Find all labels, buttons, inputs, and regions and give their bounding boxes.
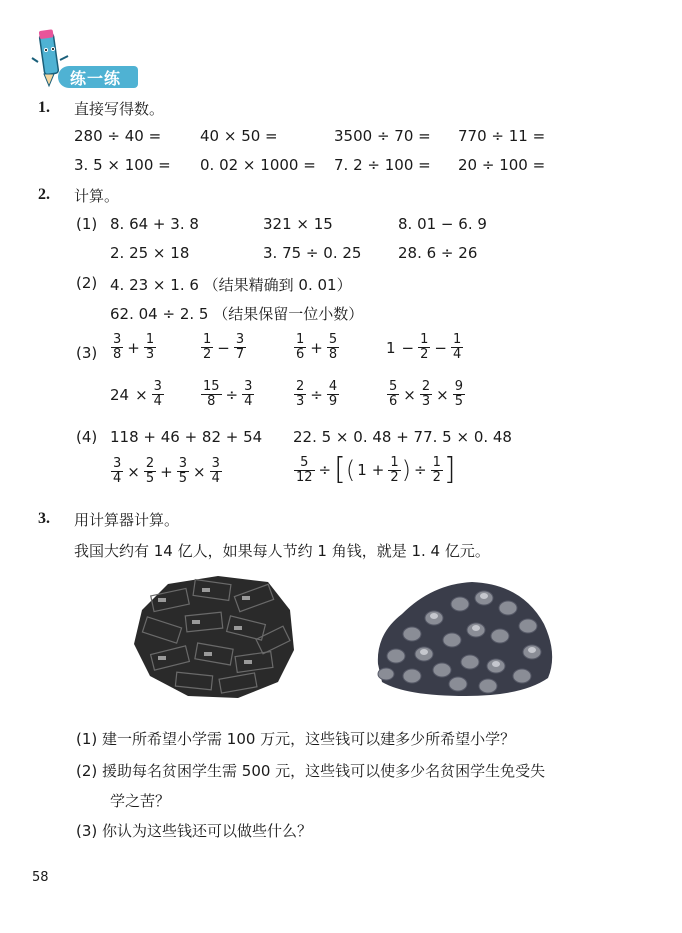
q1-item: 20 ÷ 100 = [458,156,546,174]
q2-fraction-item: $\frac{3}{4}$ × $\frac{2}{5}$ + $\frac{3}{5}$ × $\frac{3}{4}$ [113,456,220,486]
q1-item: 7. 2 ÷ 100 = [334,156,431,174]
coin-pile-image [372,574,558,698]
q3-subquestion: (1) 建一所希望小学需 100 万元，这些钱可以建多少所希望小学？ [76,730,516,748]
q2-fraction-item: 1 − $\frac{1}{2}$ − $\frac{1}{4}$ [386,332,462,362]
q2-item: 22. 5 × 0. 48 + 77. 5 × 0. 48 [293,428,512,446]
q2-part2-label: (2) [76,274,98,292]
banknote-pile-image [128,570,298,702]
page-number: 58 [32,870,49,885]
q2-title: 计算。 [74,187,120,205]
q2-item: 118 + 46 + 82 + 54 [110,428,263,446]
q2-item: 4. 23 × 1. 6 （结果精确到 0. 01） [110,276,352,294]
q2-fraction-item: $\frac{5}{12}$ ÷ [ ( 1 + $\frac{1}{2}$ ) ÷ $\frac{1}{2}$ ] [296,452,456,487]
q2-item: 2. 25 × 18 [110,244,190,262]
q3-title: 用计算器计算。 [74,511,180,529]
pencil-icon [30,28,70,90]
q2-number: 2. [38,186,50,203]
q1-item: 770 ÷ 11 = [458,127,546,145]
q2-fraction-item: $\frac{1}{6}$ + $\frac{5}{8}$ [296,332,338,362]
q1-title: 直接写得数。 [74,100,165,118]
q1-item: 3. 5 × 100 = [74,156,171,174]
q2-item: 3. 75 ÷ 0. 25 [263,244,362,262]
q2-part4-label: (4) [76,428,98,446]
q1-item: 0. 02 × 1000 = [200,156,316,174]
q2-item: 321 × 15 [263,215,333,233]
q1-number: 1. [38,99,50,116]
q2-fraction-item: 24 × $\frac{3}{4}$ [110,379,162,409]
q2-fraction-item: $\frac{3}{8}$ + $\frac{1}{3}$ [113,332,155,362]
q3-number: 3. [38,510,50,527]
q2-item: 62. 04 ÷ 2. 5 （结果保留一位小数） [110,305,364,323]
q1-item: 280 ÷ 40 = [74,127,162,145]
q2-fraction-item: $\frac{15}{8}$ ÷ $\frac{3}{4}$ [203,379,253,409]
q3-subquestion: (3) 你认为这些钱还可以做些什么？ [76,822,313,840]
q3-intro: 我国大约有 14 亿人，如果每人节约 1 角钱，就是 1. 4 亿元。 [74,542,490,560]
q3-subquestion-cont: 学之苦？ [110,792,171,810]
q1-item: 40 × 50 = [200,127,278,145]
q2-part3-label: (3) [76,344,98,362]
q2-fraction-item: $\frac{1}{2}$ − $\frac{3}{7}$ [203,332,245,362]
exercise-title: 练一练 [70,69,122,88]
q2-item: 8. 01 − 6. 9 [398,215,487,233]
q2-item: 28. 6 ÷ 26 [398,244,478,262]
q1-item: 3500 ÷ 70 = [334,127,431,145]
q3-subquestion: (2) 援助每名贫困学生需 500 元，这些钱可以使多少名贫困学生免受失 [76,762,546,780]
q2-item: 8. 64 + 3. 8 [110,215,199,233]
q2-part1-label: (1) [76,215,98,233]
q2-fraction-item: $\frac{2}{3}$ ÷ $\frac{4}{9}$ [296,379,338,409]
q2-fraction-item: $\frac{5}{6}$ × $\frac{2}{3}$ × $\frac{9}{5}$ [389,379,463,409]
